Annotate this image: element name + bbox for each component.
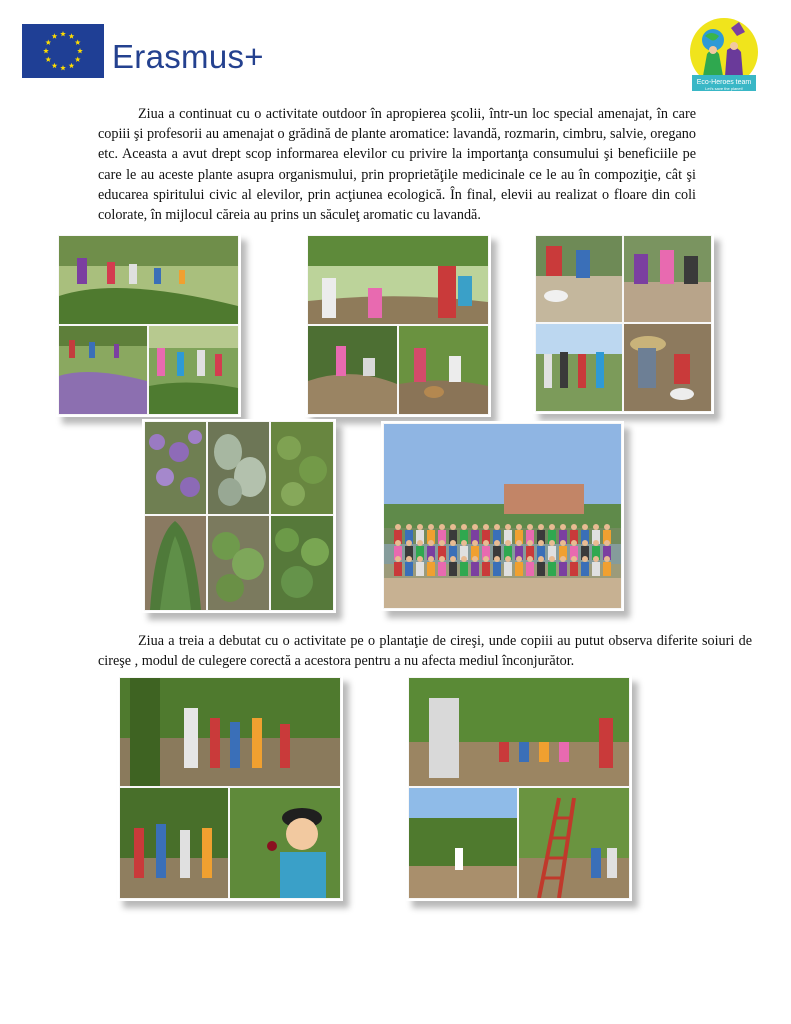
eco-heroes-team-logo-title: Eco-Heroes team (696, 79, 752, 86)
person-head (538, 540, 544, 546)
person-figure (405, 562, 413, 576)
person-head (472, 540, 478, 546)
person-head (406, 556, 412, 562)
person-head (450, 524, 456, 530)
person-head (439, 524, 445, 530)
person-head (560, 540, 566, 546)
person-head (593, 540, 599, 546)
person-figure (504, 562, 512, 576)
person-head (472, 556, 478, 562)
photo-making-sachets (624, 324, 711, 411)
person-head (516, 556, 522, 562)
photo-rosemary-plant (145, 516, 206, 610)
person-figure (460, 562, 468, 576)
person-head (538, 524, 544, 530)
eu-flag-logo (22, 24, 104, 78)
photo-group-under-cherry-trees (120, 678, 340, 786)
person-head (494, 556, 500, 562)
photo-lavender-path (59, 326, 147, 414)
person-head (505, 556, 511, 562)
person-head (571, 524, 577, 530)
person-figure (537, 562, 545, 576)
person-figure (603, 562, 611, 576)
person-head (604, 540, 610, 546)
person-head (516, 540, 522, 546)
person-head (571, 556, 577, 562)
person-head (417, 524, 423, 530)
person-head (560, 524, 566, 530)
person-head (483, 524, 489, 530)
photo-oregano-plant (208, 516, 269, 610)
person-head (516, 524, 522, 530)
person-head (395, 556, 401, 562)
person-head (560, 556, 566, 562)
photo-mint-plant (271, 516, 333, 610)
person-head (527, 540, 533, 546)
person-figure (471, 562, 479, 576)
person-head (461, 556, 467, 562)
eco-heroes-team-logo-slogan: Let's save the planet! (705, 86, 743, 91)
photo-collage-crafting (533, 233, 714, 414)
person-head (450, 556, 456, 562)
person-head (527, 556, 533, 562)
photo-sage-plant (208, 422, 269, 514)
person-figure (581, 562, 589, 576)
person-head (472, 524, 478, 530)
person-head (527, 524, 533, 530)
person-head (395, 540, 401, 546)
person-head (483, 540, 489, 546)
photo-collage-cherry-orchard-2 (406, 675, 632, 901)
person-head (505, 540, 511, 546)
person-figure (482, 562, 490, 576)
photo-collage-cherry-orchard-1 (117, 675, 343, 901)
person-head (417, 556, 423, 562)
paragraph-cherry-plantation (98, 631, 752, 671)
person-head (604, 556, 610, 562)
group-photo-image (384, 424, 621, 608)
photo-children-seated (308, 326, 397, 414)
person-head (428, 540, 434, 546)
photo-boy-with-cherry (230, 788, 340, 898)
photo-children-crafting (536, 236, 622, 322)
paragraph-text: Ziua a treia a debutat cu o activitate pe o plantaţie de cireşi, unde copiii au putut observa diferite soiuri de cireşe , modul de culegere corectă a acestora pentru a nu afecta mediul înconjurător. (98, 633, 752, 670)
photo-thyme-plant (271, 422, 333, 514)
person-figure (559, 562, 567, 576)
person-head (505, 524, 511, 530)
photo-collage-aromatic-plants (142, 419, 336, 613)
erasmus-plus-logo-text: Erasmus+ (112, 38, 264, 75)
person-head (549, 556, 555, 562)
photo-cherry-orchard-rows (409, 788, 517, 898)
person-figure (592, 562, 600, 576)
person-head (428, 524, 434, 530)
person-head (593, 524, 599, 530)
person-head (538, 556, 544, 562)
person-head (428, 556, 434, 562)
person-head (494, 540, 500, 546)
person-head (450, 540, 456, 546)
person-head (483, 556, 489, 562)
photo-teacher-with-basket (399, 326, 488, 414)
person-head (582, 524, 588, 530)
person-figure (548, 562, 556, 576)
person-head (406, 540, 412, 546)
person-head (571, 540, 577, 546)
person-head (549, 524, 555, 530)
person-head (395, 524, 401, 530)
person-figure (427, 562, 435, 576)
photo-lavender-plant (145, 422, 206, 514)
photo-children-seated-orchard (409, 678, 629, 786)
person-head (494, 524, 500, 530)
person-figure (515, 562, 523, 576)
photo-ladder-in-orchard (519, 788, 629, 898)
paragraph-text: Ziua a continuat cu o activitate outdoor în apropierea şcolii, într-un loc special amenajat, în care copiii şi profesorii au amenajat o grădină de plante aromatice: lavandă, rozmarin, cimbru, salvie, oregano etc. Aceasta a avut drept scop informarea elevilor cu privire la importanţa consumului şi beneficiile pe care le au aceste plante asupra organismului, prin proprietăţile medicinale ce le au în compoziţie, cât şi educarea spiritului civic al elevilor, prin acţiunea ecologică. În final, elevii au realizat o floare din coli colorate, în mijlocul căreia au prins un săculeţ aromatic cu lavandă. (98, 106, 696, 224)
eco-heroes-team-logo (687, 14, 761, 94)
person-figure (438, 562, 446, 576)
person-head (439, 556, 445, 562)
photo-collage-outdoor-activity (305, 233, 491, 417)
photo-children-picking-cherries (120, 788, 228, 898)
person-figure (493, 562, 501, 576)
photo-group-portrait (381, 421, 624, 611)
person-head (417, 540, 423, 546)
person-head (582, 540, 588, 546)
person-head (593, 556, 599, 562)
person-head (406, 524, 412, 530)
photo-children-in-garden (59, 236, 238, 324)
person-head (582, 556, 588, 562)
paragraph-herb-garden (98, 104, 696, 225)
person-head (461, 540, 467, 546)
photo-collage-garden-walk (56, 233, 241, 417)
person-head (604, 524, 610, 530)
person-figure (394, 562, 402, 576)
person-head (549, 540, 555, 546)
photo-group-under-tree (308, 236, 488, 324)
photo-group-with-flowers (536, 324, 622, 411)
person-head (439, 540, 445, 546)
person-figure (570, 562, 578, 576)
photo-group-in-garden (149, 326, 238, 414)
person-head (461, 524, 467, 530)
person-figure (449, 562, 457, 576)
eu-flag-icon (22, 24, 104, 78)
photo-girls-crafting (624, 236, 711, 322)
person-figure (526, 562, 534, 576)
person-figure (416, 562, 424, 576)
